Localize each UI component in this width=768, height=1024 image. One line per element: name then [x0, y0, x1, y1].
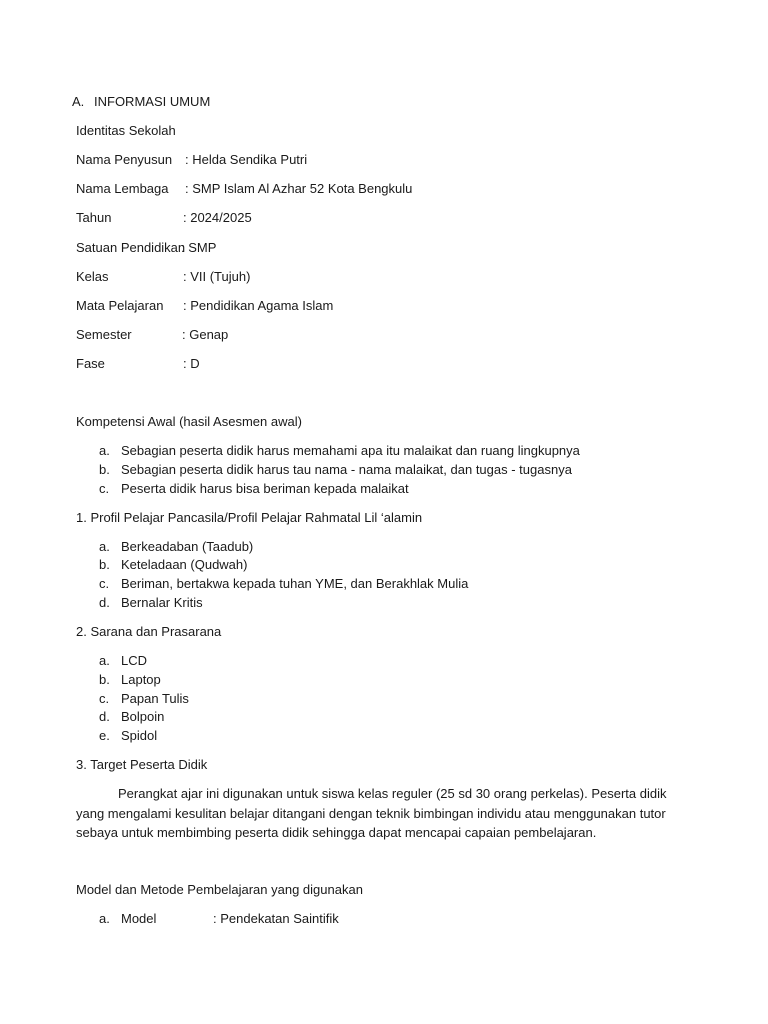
list-text: LCD — [121, 653, 148, 668]
list-value: : Pendekatan Saintifik — [213, 911, 339, 926]
list-text: Laptop — [121, 672, 161, 687]
list-text: Spidol — [121, 728, 158, 743]
list-text: Sebagian peserta didik harus memahami apa itu malaikat dan ruang lingkupnya — [121, 443, 580, 458]
identity-label: Kelas — [76, 269, 109, 284]
list-marker: a. — [99, 443, 110, 458]
list-text: Keteladaan (Qudwah) — [121, 557, 248, 572]
identity-value: : SMP Islam Al Azhar 52 Kota Bengkulu — [185, 181, 413, 196]
list-text: Sebagian peserta didik harus tau nama - nama malaikat, dan tugas - tugasnya — [121, 462, 572, 477]
list-text: Berkeadaban (Taadub) — [121, 539, 254, 554]
list-marker: c. — [99, 576, 110, 591]
list-marker: a. — [99, 539, 110, 554]
identity-label: Nama Penyusun — [76, 152, 173, 167]
list-marker: a. — [99, 653, 110, 668]
target-heading: 3. Target Peserta Didik — [76, 757, 208, 772]
list-marker: c. — [99, 691, 110, 706]
target-paragraph: Perangkat ajar ini digunakan untuk siswa kelas reguler (25 sd 30 orang perkelas). Peserta didik yang mengalami kesulitan belajar ditangani dengan teknik bimbingan individu atau menggunakan tutor sebaya untuk membimbing peserta didik sehingga dapat mencapai capaian pembelajaran. — [76, 786, 667, 840]
identity-value: : Genap — [182, 327, 229, 342]
identity-value: : Pendidikan Agama Islam — [183, 298, 334, 313]
identity-value: : VII (Tujuh) — [183, 269, 251, 284]
profil-heading: 1. Profil Pelajar Pancasila/Profil Pelajar Rahmatal Lil ‘alamin — [76, 510, 423, 525]
list-text: Beriman, bertakwa kepada tuhan YME, dan Berakhlak Mulia — [121, 576, 469, 591]
identity-label: Mata Pelajaran — [76, 298, 164, 313]
identity-value: : Helda Sendika Putri — [185, 152, 308, 167]
identity-value: : D — [183, 356, 200, 371]
section-title: INFORMASI UMUM — [94, 94, 211, 109]
identity-heading: Identitas Sekolah — [76, 123, 176, 138]
identity-label: Semester — [76, 327, 132, 342]
identity-value: : SMP — [181, 240, 217, 255]
list-marker: e. — [99, 728, 110, 743]
list-marker: a. — [99, 911, 110, 926]
list-marker: d. — [99, 595, 110, 610]
list-marker: b. — [99, 462, 110, 477]
kompetensi-heading: Kompetensi Awal (hasil Asesmen awal) — [76, 414, 302, 429]
model-heading: Model dan Metode Pembelajaran yang digunakan — [76, 882, 363, 897]
list-marker: b. — [99, 557, 110, 572]
list-text: Papan Tulis — [121, 691, 189, 706]
identity-label: Satuan Pendidikan — [76, 240, 186, 255]
identity-value: : 2024/2025 — [183, 210, 252, 225]
list-text: Bernalar Kritis — [121, 595, 203, 610]
identity-label: Fase — [76, 356, 105, 371]
identity-label: Tahun — [76, 210, 112, 225]
list-marker: b. — [99, 672, 110, 687]
list-marker: d. — [99, 709, 110, 724]
identity-label: Nama Lembaga — [76, 181, 169, 196]
list-text: Bolpoin — [121, 709, 165, 724]
section-marker: A. — [72, 94, 85, 109]
list-label: Model — [121, 911, 157, 926]
list-marker: c. — [99, 481, 110, 496]
sarana-heading: 2. Sarana dan Prasarana — [76, 624, 222, 639]
list-text: Peserta didik harus bisa beriman kepada malaikat — [121, 481, 409, 496]
